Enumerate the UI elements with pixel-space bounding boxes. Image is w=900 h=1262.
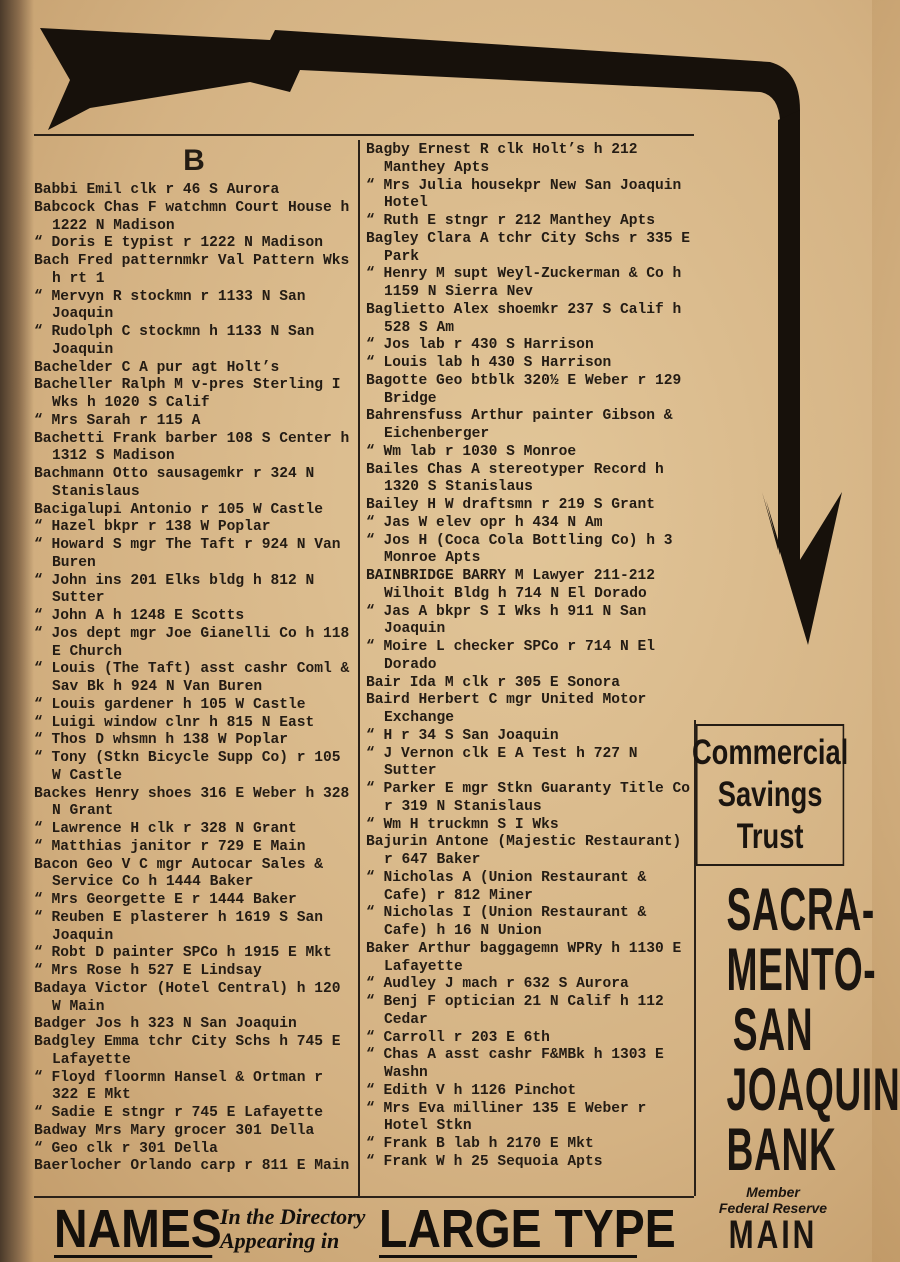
bank-name-line: SACRA-: [726, 876, 875, 943]
directory-entry: “ Geo clk r 301 Della: [34, 1140, 218, 1157]
directory-entry: Bailey H W draftsmn r 219 S Grant: [366, 497, 656, 513]
directory-entry: “ Jos lab r 430 S Harrison: [366, 337, 594, 354]
cut-off-text: MAIN: [728, 1213, 818, 1257]
directory-entry: “ Louis (The Taft) asst cashr Coml & Sav Bk h 924 N Van Buren: [34, 661, 350, 695]
directory-entry: Bahrensfuss Arthur painter Gibson & Eichenberger: [366, 408, 673, 442]
directory-entry: “ Doris E typist r 1222 N Madison: [34, 235, 324, 252]
footer-middle-line: Appearing in: [220, 1228, 340, 1253]
top-rule: [34, 134, 694, 136]
directory-entry: “ Edith V h 1126 Pinchot: [366, 1082, 577, 1099]
directory-entry: “ Henry M supt Weyl-Zuckerman & Co h 1159 N Sierra Nev: [366, 266, 682, 300]
directory-entry: “ H r 34 S San Joaquin: [366, 727, 559, 744]
section-letter: B: [183, 144, 205, 177]
directory-entry: Bacigalupi Antonio r 105 W Castle: [34, 501, 324, 518]
directory-entry: Bacon Geo V C mgr Autocar Sales & Service Co h 1444 Baker: [34, 856, 324, 891]
directory-entry: “ Wm H truckmn S I Wks: [366, 816, 559, 833]
directory-entry: “ Robt D painter SPCo h 1915 E Mkt: [34, 945, 332, 962]
directory-entry: “ Jos H (Coca Cola Bottling Co) h 3 Monroe Apts: [366, 532, 673, 567]
directory-entry: “ Mrs Rose h 527 E Lindsay: [34, 963, 262, 979]
footer-names: NAMES: [54, 1199, 222, 1259]
directory-entry: Bajurin Antone (Majestic Restaurant) r 647 Baker: [366, 834, 682, 868]
footer-large-type: LARGE TYPE: [379, 1199, 677, 1259]
directory-entry: “ Reuben E plasterer h 1619 S San Joaquin: [34, 909, 324, 944]
directory-entry: “ Wm lab r 1030 S Monroe: [366, 443, 577, 460]
directory-entry: “ Louis lab h 430 S Harrison: [366, 355, 612, 371]
directory-entry: “ Mrs Georgette E r 1444 Baker: [34, 892, 297, 908]
directory-entry: Backes Henry shoes 316 E Weber h 328 N Grant: [34, 785, 350, 820]
federal-reserve-label: Federal Reserve: [718, 1200, 828, 1216]
directory-entry: “ Moire L checker SPCo r 714 N El Dorado: [366, 639, 656, 673]
directory-entry: “ Rudolph C stockmn h 1133 N San Joaquin: [34, 324, 315, 358]
sacramento-san-joaquin-bank-ad: [698, 876, 900, 1257]
directory-entry: “ Benj F optician 21 N Calif h 112 Cedar: [366, 994, 664, 1028]
directory-entry: “ Louis gardener h 105 W Castle: [34, 696, 306, 713]
directory-entry: Bach Fred patternmkr Val Pattern Wks h rt 1: [34, 253, 350, 287]
directory-entry: “ Hazel bkpr r 138 W Poplar: [34, 519, 271, 536]
directory-column-left: [34, 140, 354, 1176]
directory-entry: “ Frank B lab h 2170 E Mkt: [366, 1136, 594, 1152]
directory-entry: “ Ruth E stngr r 212 Manthey Apts: [366, 213, 656, 229]
directory-entry: Bagby Ernest R clk Holt’s h 212 Manthey Apts: [366, 142, 638, 176]
directory-entry: Badaya Victor (Hotel Central) h 120 W Main: [34, 980, 341, 1015]
directory-entry: “ Thos D whsmn h 138 W Poplar: [34, 732, 288, 749]
directory-entry: “ Mrs Sarah r 115 A: [34, 412, 201, 429]
directory-entry: “ John A h 1248 E Scotts: [34, 608, 245, 624]
directory-entry: “ Jas W elev opr h 434 N Am: [366, 514, 603, 531]
footer-banner: [54, 1199, 677, 1259]
ad-line: Commercial: [691, 733, 849, 772]
directory-entry: BAINBRIDGE BARRY M Lawyer 211-212 Wilhoit Bldg h 714 N El Dorado: [366, 568, 656, 602]
directory-entry: Badger Jos h 323 N San Joaquin: [34, 1016, 297, 1033]
directory-entry: Bair Ida M clk r 305 E Sonora: [366, 674, 620, 691]
directory-entry: “ Lawrence H clk r 328 N Grant: [34, 821, 297, 837]
directory-entry: “ Tony (Stkn Bicycle Supp Co) r 105 W Castle: [34, 750, 341, 784]
directory-entry: “ Sadie E stngr r 745 E Lafayette: [34, 1105, 324, 1121]
bank-name-line: SAN: [732, 996, 814, 1063]
bank-name-line: MENTO-: [726, 936, 877, 1003]
directory-column-right: [366, 142, 694, 1172]
column-divider: [358, 140, 360, 1196]
bottom-rule: [34, 1196, 694, 1198]
footer-middle-text: [220, 1205, 365, 1253]
ad-line: Savings: [717, 775, 823, 814]
directory-entry: Babbi Emil clk r 46 S Aurora: [34, 182, 280, 198]
directory-entry: “ Mervyn R stockmn r 1133 N San Joaquin: [34, 288, 306, 323]
entry-list-left: [34, 182, 354, 1176]
member-label: Member: [746, 1184, 800, 1200]
directory-entry: Bacheller Ralph M v-pres Sterling I Wks h 1020 S Calif: [34, 377, 341, 411]
directory-entry: Baird Herbert C mgr United Motor Exchange: [366, 692, 647, 726]
directory-entry: Baker Arthur baggagemn WPRy h 1130 E Lafayette: [366, 940, 682, 975]
directory-entry: “ Parker E mgr Stkn Guaranty Title Co r 319 N Stanislaus: [366, 781, 691, 815]
directory-entry: Babcock Chas F watchmn Court House h 1222 N Madison: [34, 199, 350, 234]
directory-entry: “ John ins 201 Elks bldg h 812 N Sutter: [34, 572, 315, 607]
arrow-head-down: [762, 110, 842, 645]
directory-entry: “ Jas A bkpr S I Wks h 911 N San Joaquin: [366, 603, 647, 638]
directory-entry: “ Chas A asst cashr F&MBk h 1303 E Washn: [366, 1047, 664, 1081]
directory-entry: Badgley Emma tchr City Schs h 745 E Lafayette: [34, 1034, 341, 1068]
directory-entry: Bachelder C A pur agt Holt’s: [34, 359, 280, 376]
directory-entry: Bachetti Frank barber 108 S Center h 1312 S Madison: [34, 430, 350, 465]
entry-list-right: [366, 142, 694, 1172]
directory-entry: “ Audley J mach r 632 S Aurora: [366, 976, 629, 993]
commercial-savings-trust-ad: [691, 724, 849, 866]
directory-entry: Bagotte Geo btblk 320½ E Weber r 129 Bridge: [366, 372, 682, 407]
directory-entry: “ Nicholas I (Union Restaurant & Cafe) h 16 N Union: [366, 905, 647, 939]
directory-entry: Bachmann Otto sausagemkr r 324 N Stanislaus: [34, 466, 315, 500]
directory-entry: “ Jos dept mgr Joe Gianelli Co h 118 E Church: [34, 625, 350, 660]
directory-entry: “ Carroll r 203 E 6th: [366, 1029, 550, 1046]
directory-entry: “ Frank W h 25 Sequoia Apts: [366, 1153, 603, 1170]
directory-entry: “ J Vernon clk E A Test h 727 N Sutter: [366, 745, 638, 780]
directory-entry: Baerlocher Orlando carp r 811 E Main: [34, 1158, 350, 1175]
directory-entry: “ Floyd floormn Hansel & Ortman r 322 E Mkt: [34, 1069, 324, 1104]
directory-entry: “ Matthias janitor r 729 E Main: [34, 838, 306, 855]
bank-name-line: JOAQUIN: [726, 1056, 900, 1123]
ad-line: Trust: [736, 817, 804, 856]
directory-entry: Baglietto Alex shoemkr 237 S Calif h 528 S Am: [366, 301, 682, 336]
directory-entry: “ Mrs Eva milliner 135 E Weber r Hotel Stkn: [366, 1100, 647, 1135]
directory-entry: “ Howard S mgr The Taft r 924 N Van Buren: [34, 537, 341, 571]
directory-entry: “ Nicholas A (Union Restaurant & Cafe) r 812 Miner: [366, 869, 647, 904]
directory-entry: “ Mrs Julia housekpr New San Joaquin Hotel: [366, 177, 682, 212]
directory-entry: Badway Mrs Mary grocer 301 Della: [34, 1122, 315, 1139]
footer-middle-line: In the Directory: [220, 1204, 366, 1229]
bank-name-line: BANK: [726, 1116, 837, 1183]
directory-entry: Bagley Clara A tchr City Schs r 335 E Park: [366, 230, 691, 265]
directory-entry: Bailes Chas A stereotyper Record h 1320 S Stanislaus: [366, 461, 664, 496]
directory-entry: “ Luigi window clnr h 815 N East: [34, 714, 315, 731]
